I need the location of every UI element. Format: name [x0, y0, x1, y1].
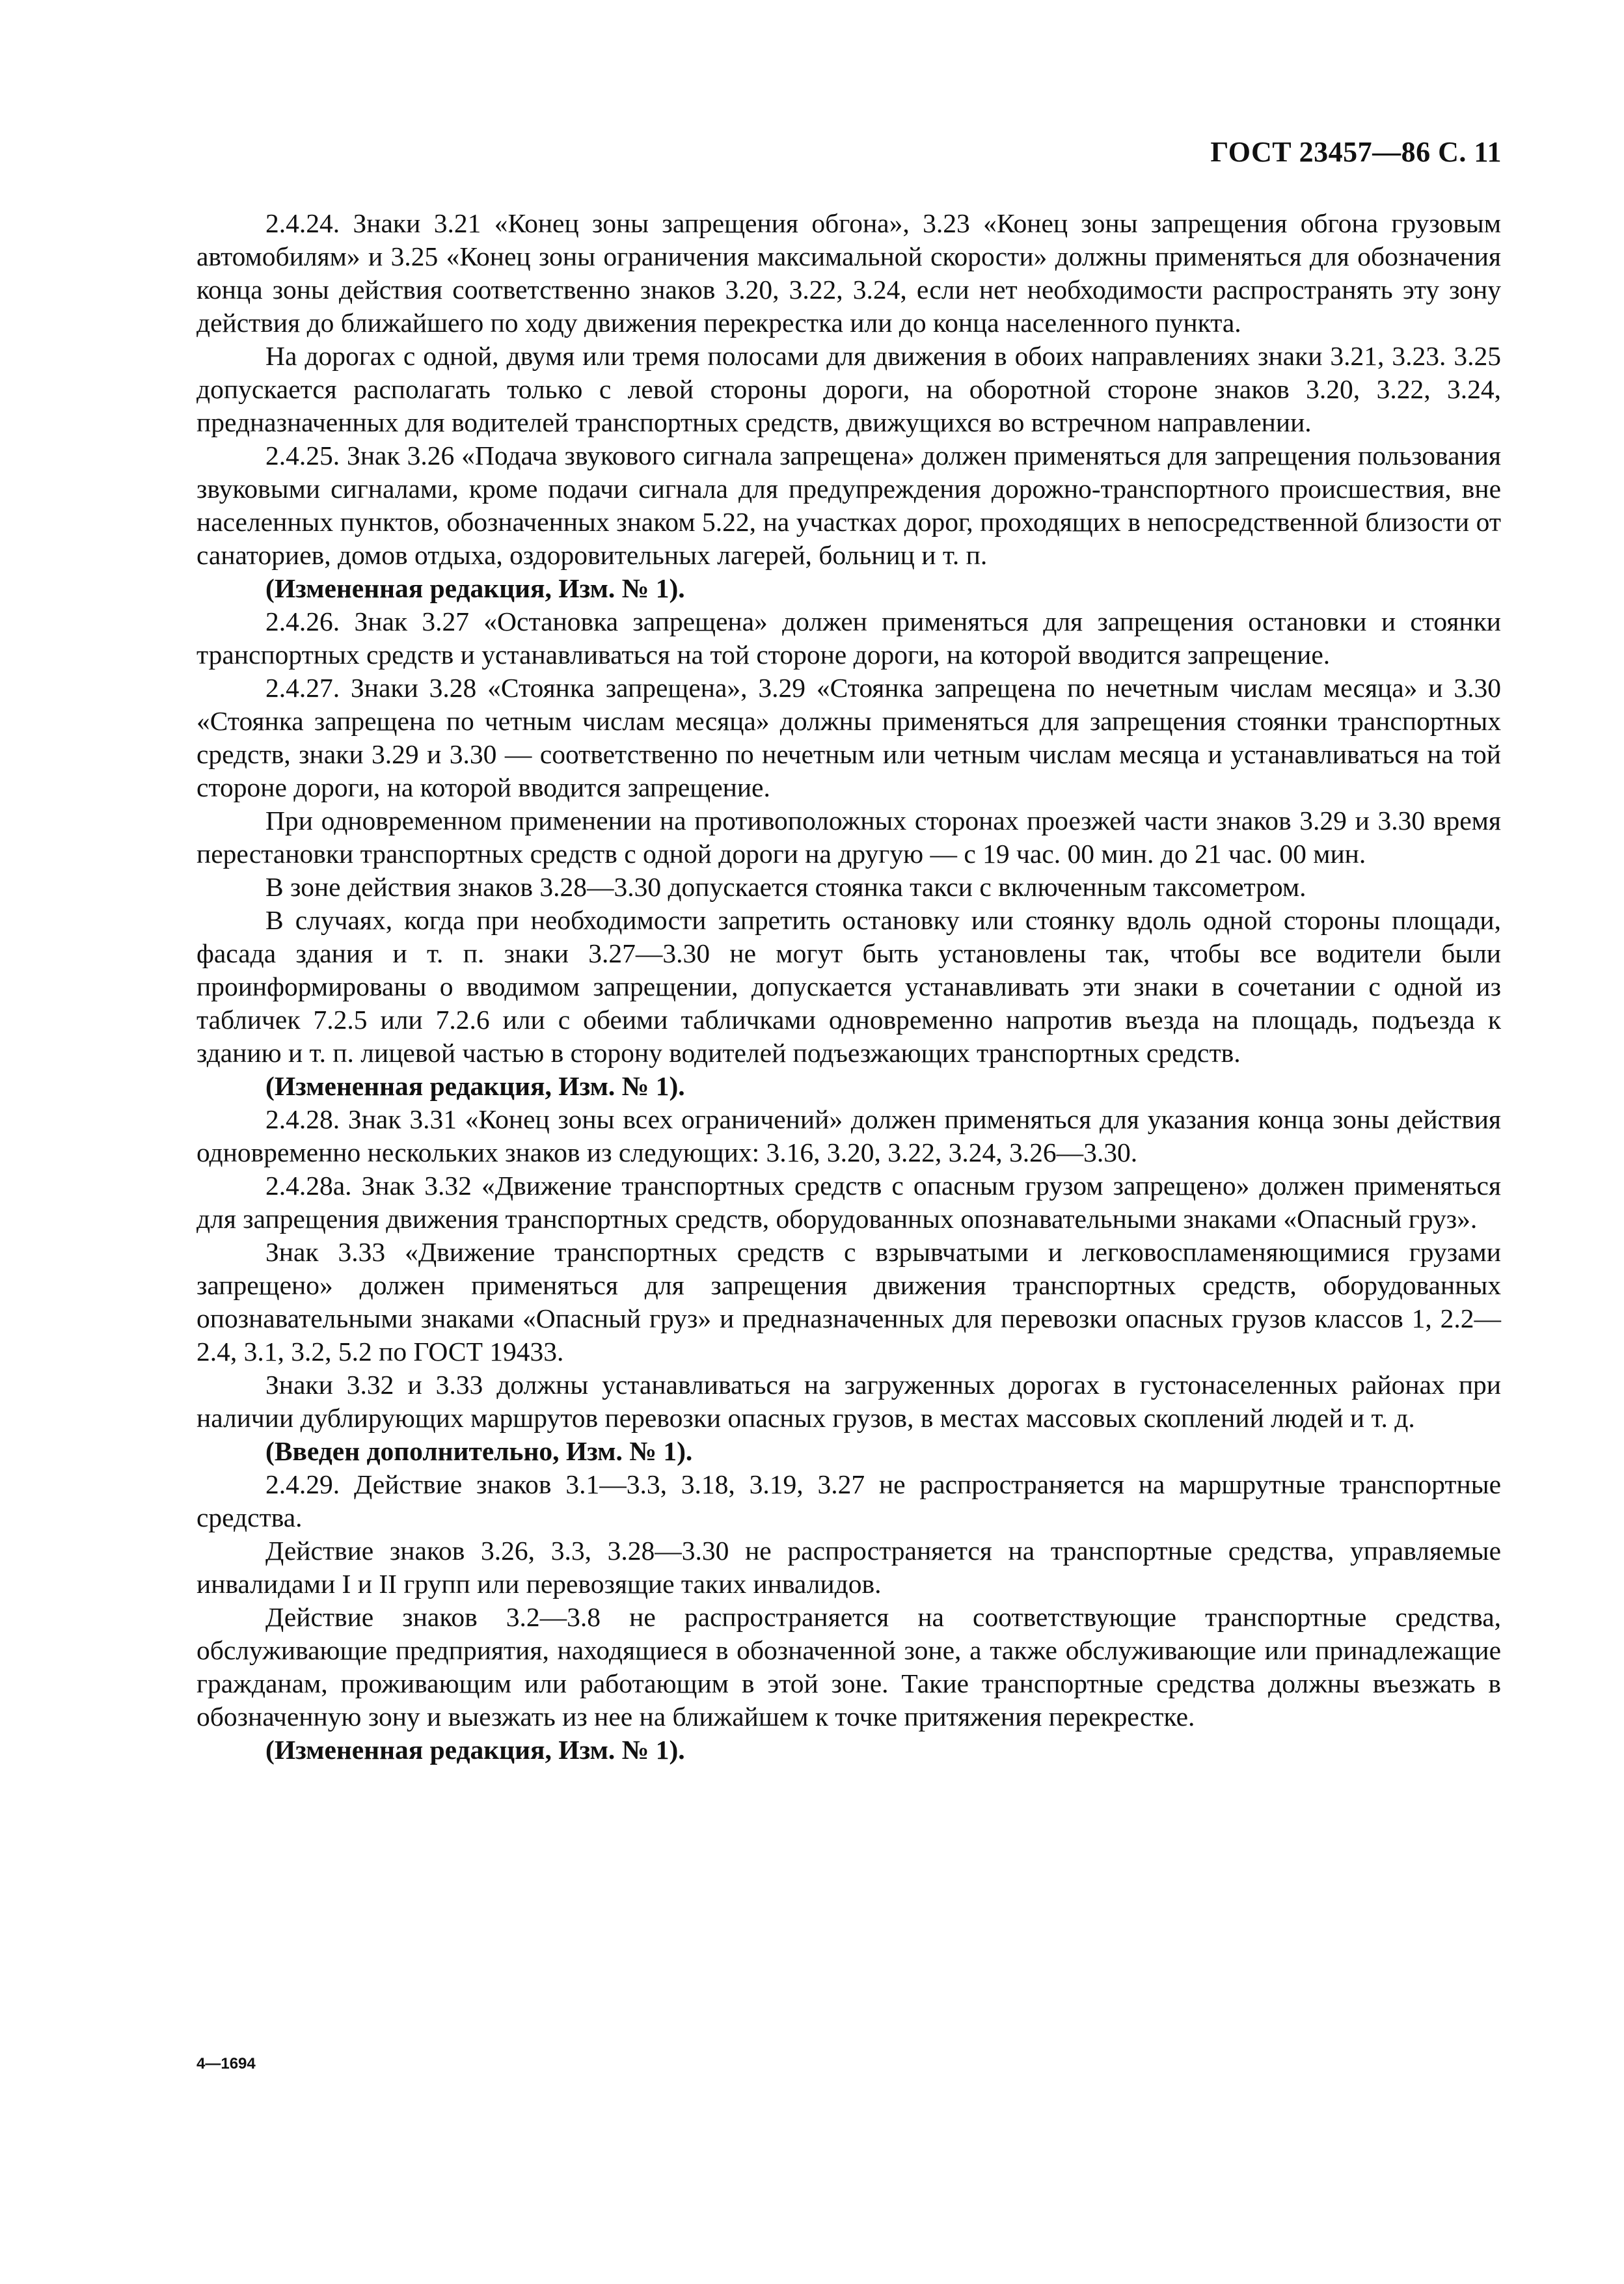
paragraph: На дорогах с одной, двумя или тремя полосами для движения в обоих направлениях знаки 3.21, 3.23. 3.25 допускается располагать только с левой стороны дороги, на оборотной стороне знаков 3.20, 3.22, 3.24, предназначенных для водителей транспортных средств, движущихся во встречном направлении.	[196, 341, 1501, 437]
paragraph: 2.4.28а. Знак 3.32 «Движение транспортных средств с опасным грузом запрещено» должен применяться для запрещения движения транспортных средств, оборудованных опознавательными знаками «Опасный груз».	[196, 1171, 1501, 1234]
print-code: 4—1694	[196, 2055, 256, 2073]
paragraph: 2.4.29. Действие знаков 3.1—3.3, 3.18, 3.19, 3.27 не распространяется на маршрутные транспортные средства.	[196, 1469, 1501, 1532]
amendment-note: (Измененная редакция, Изм. № 1).	[265, 1071, 685, 1101]
paragraph: Действие знаков 3.26, 3.3, 3.28—3.30 не распространяется на транспортные средства, управляемые инвалидами I и II групп или перевозящие таких инвалидов.	[196, 1536, 1501, 1599]
amendment-note: (Измененная редакция, Изм. № 1).	[265, 1735, 685, 1765]
page-header: ГОСТ 23457—86 С. 11	[1210, 136, 1502, 168]
paragraph: Знак 3.33 «Движение транспортных средств с взрывчатыми и легковоспламеняющимися грузами запрещено» должен применяться для запрещения движения транспортных средств, оборудованных опознавательными знаками «Опасный груз» и предназначенных для перевозки опасных грузов классов 1, 2.2—2.4, 3.1, 3.2, 5.2 по ГОСТ 19433.	[196, 1237, 1501, 1366]
amendment-note: (Измененная редакция, Изм. № 1).	[265, 573, 685, 603]
paragraph: Действие знаков 3.2—3.8 не распространяется на соответствующие транспортные средства, обслуживающие предприятия, находящиеся в обозначенной зоне, а также обслуживающие или принадлежащие гражданам, проживающим или работающим в этой зоне. Такие транспортные средства должны въезжать в обозначенную зону и выезжать из нее на ближайшем к точке притяжения перекрестке.	[196, 1602, 1501, 1732]
paragraph: В зоне действия знаков 3.28—3.30 допускается стоянка такси с включенным таксометром.	[265, 872, 1306, 902]
paragraph: В случаях, когда при необходимости запретить остановку или стоянку вдоль одной стороны площади, фасада здания и т. п. знаки 3.27—3.30 не могут быть установлены так, чтобы все водители были проинформированы о вводимом запрещении, допускается устанавливать эти знаки в сочетании с одной из табличек 7.2.5 или 7.2.6 или с обеими табличками одновременно напротив въезда на площадь, подъезда к зданию и т. п. лицевой частью в сторону водителей подъезжающих транспортных средств.	[196, 905, 1501, 1068]
paragraph: 2.4.25. Знак 3.26 «Подача звукового сигнала запрещена» должен применяться для запрещения пользования звуковыми сигналами, кроме подачи сигнала для предупреждения дорожно-транспортного происшествия, вне населенных пунктов, обозначенных знаком 5.22, на участках дорог, проходящих в непосредственной близости от санаториев, домов отдыха, оздоровительных лагерей, больниц и т. п.	[196, 441, 1501, 570]
paragraph: 2.4.28. Знак 3.31 «Конец зоны всех ограничений» должен применяться для указания конца зоны действия одновременно нескольких знаков из следующих: 3.16, 3.20, 3.22, 3.24, 3.26—3.30.	[196, 1104, 1501, 1167]
document-body	[196, 207, 1501, 1767]
paragraph: 2.4.27. Знаки 3.28 «Стоянка запрещена», 3.29 «Стоянка запрещена по нечетным числам месяца» и 3.30 «Стоянка запрещена по четным числам месяца» должны применяться для запрещения стоянки транспортных средств, знаки 3.29 и 3.30 — соответственно по нечетным или четным числам месяца и устанавливаться на той стороне дороги, на которой вводится запрещение.	[196, 673, 1501, 802]
paragraph: 2.4.26. Знак 3.27 «Остановка запрещена» должен применяться для запрещения остановки и стоянки транспортных средств и устанавливаться на той стороне дороги, на которой вводится запрещение.	[196, 606, 1501, 670]
amendment-note: (Введен дополнительно, Изм. № 1).	[265, 1436, 693, 1466]
paragraph: Знаки 3.32 и 3.33 должны устанавливаться на загруженных дорогах в густонаселенных районах при наличии дублирующих маршрутов перевозки опасных грузов, в местах массовых скоплений людей и т. д.	[196, 1370, 1501, 1433]
paragraph: При одновременном применении на противоположных сторонах проезжей части знаков 3.29 и 3.30 время перестановки транспортных средств с одной дороги на другую — с 19 час. 00 мин. до 21 час. 00 мин.	[196, 806, 1501, 869]
paragraph: 2.4.24. Знаки 3.21 «Конец зоны запрещения обгона», 3.23 «Конец зоны запрещения обгона грузовым автомобилям» и 3.25 «Конец зоны ограничения максимальной скорости» должны применяться для обозначения конца зоны действия соответственно знаков 3.20, 3.22, 3.24, если нет необходимости распространять эту зону действия до ближайшего по ходу движения перекрестка или до конца населенного пункта.	[196, 208, 1501, 338]
